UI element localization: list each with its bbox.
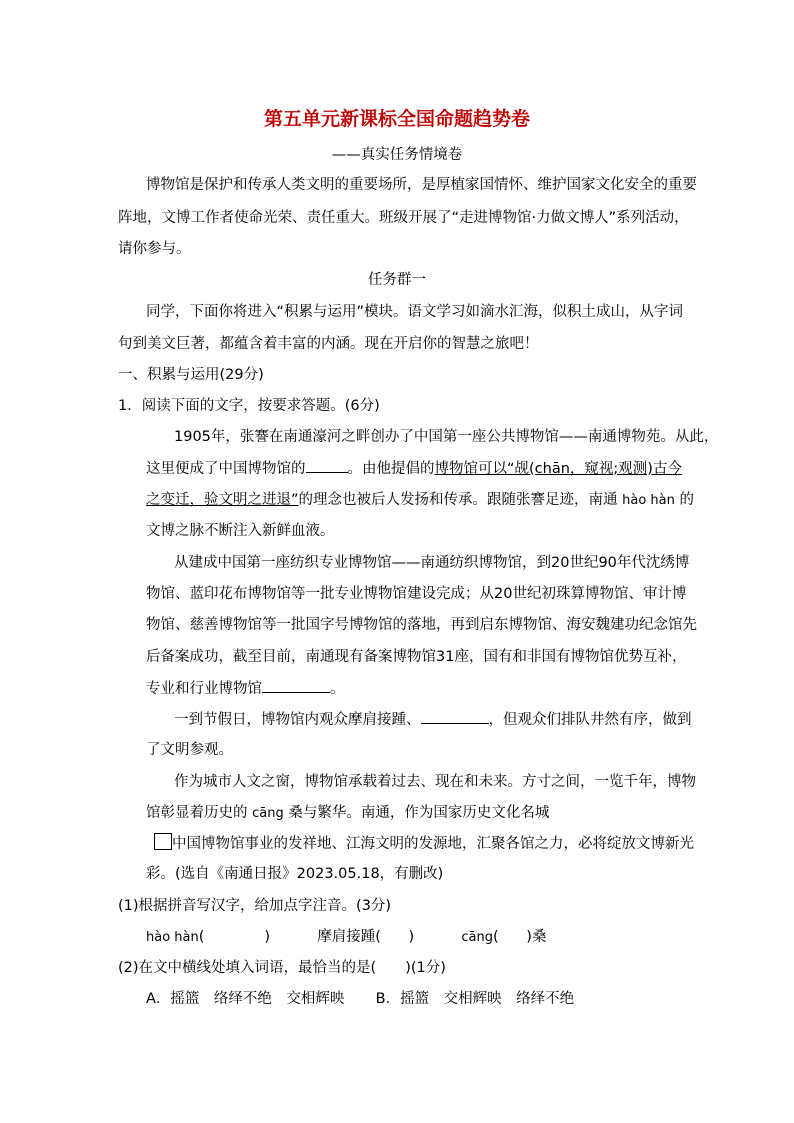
- option-b[interactable]: B．摇篮 交相辉映 络绎不绝: [375, 991, 575, 1007]
- document-title: 第五单元新课标全国命题趋势卷: [263, 108, 530, 130]
- passage-line: [146, 678, 345, 699]
- underlined-text: 博物馆可以“觇(chān，窥视;观测)古今: [434, 461, 682, 477]
- answer-paren[interactable]: ( ): [198, 929, 270, 945]
- passage-line: 后备案成功，截至目前，南通现有备案博物馆31座，国有和非国有博物馆优势互补，: [146, 649, 687, 665]
- pinyin: cāng: [461, 930, 493, 945]
- subtitle: ——真实任务情境卷: [331, 147, 463, 163]
- passage-text: 的: [679, 492, 694, 508]
- passage-text: 的理念也被后人发扬和传承。跟随张謇足迹，南通: [298, 492, 618, 508]
- intro-line-1: 博物馆是保护和传承人类文明的重要场所，是厚植家国情怀、维护国家文化安全的重要: [146, 177, 697, 193]
- intro-line-2: 阵地，文博工作者使命光荣、责任重大。班级开展了“走进博物馆·力做文博人”系列活动，: [118, 210, 689, 226]
- answer-blank[interactable]: [421, 709, 489, 724]
- task-group-heading: 任务群一: [368, 272, 426, 288]
- passage-text: 一到节假日，博物馆内观众摩肩接踵、: [174, 712, 421, 728]
- option-a[interactable]: A．摇篮 络绎不绝 交相辉映: [146, 991, 345, 1007]
- task-intro-line-1: 同学，下面你将进入“积累与运用”模块。语文学习如滴水汇海，似积土成山，从字词: [146, 304, 684, 320]
- passage-text: 桑与繁华。南通，作为国家历史文化名城: [288, 805, 550, 821]
- pinyin: hào hàn: [622, 493, 675, 508]
- passage-line: [146, 490, 694, 511]
- passage-line: 1905年，张謇在南通濠河之畔创办了中国第一座公共博物馆——南通博物苑。从此，: [174, 429, 719, 445]
- passage-text: 。由他提倡的: [347, 461, 435, 477]
- task-intro-line-2: 句到美文巨著，都蕴含着丰富的内涵。现在开启你的智慧之旅吧！: [118, 336, 539, 352]
- answer-paren[interactable]: ( ): [375, 929, 415, 945]
- passage-text: ，但观众们排队井然有序，做到: [488, 712, 692, 728]
- options-row: [146, 989, 574, 1009]
- fill-items: [146, 927, 546, 948]
- passage-line: 文博之脉不断注入新鲜血液。: [146, 523, 335, 539]
- answer-blank[interactable]: [306, 458, 348, 473]
- passage-text: 中国博物馆事业的发祥地、江海文明的发源地，汇聚各馆之力，必将绽放文博新光: [172, 836, 694, 852]
- sub-question-1: (1)根据拼音写汉字，给加点字注音。(3分): [118, 898, 392, 914]
- question-1: 1．阅读下面的文字，按要求答题。(6分): [118, 398, 380, 414]
- passage-line: 从建成中国第一座纺织专业博物馆——南通纺织博物馆，到20世纪90年代沈绣博: [174, 555, 690, 571]
- section-heading: 一、积累与运用(29分): [118, 367, 264, 383]
- answer-blank[interactable]: [262, 678, 330, 693]
- passage-line: 了文明参观。: [146, 742, 233, 758]
- passage-text: 馆彰显着历史的: [146, 805, 248, 821]
- passage-line: 物馆、蓝印花布博物馆等一批专业博物馆建设完成；从20世纪初珠算博物馆、审计博: [146, 586, 687, 602]
- passage-line: 彩。(选自《南通日报》2023.05.18，有删改): [146, 866, 444, 882]
- sub-question-2: (2)在文中横线处填入词语，最恰当的是( )(1分): [118, 960, 446, 976]
- passage-line: [174, 709, 692, 730]
- passage-line: [146, 803, 549, 824]
- word-text: 桑: [531, 929, 547, 945]
- word-text: 摩肩接踵: [317, 929, 376, 945]
- passage-text: 这里便成了中国博物馆的: [146, 461, 306, 477]
- passage-line: [154, 833, 694, 854]
- pinyin: cāng: [252, 806, 284, 821]
- passage-text: 专业和行业博物馆: [146, 681, 262, 697]
- pinyin: hào hàn: [146, 930, 199, 945]
- passage-text: 。: [330, 681, 345, 697]
- underlined-text: 之变迁，验文明之进退”: [146, 492, 299, 508]
- passage-line: 物馆、慈善博物馆等一批国字号博物馆的落地，再到启东博物馆、海安魏建功纪念馆先: [146, 617, 697, 633]
- passage-line: 作为城市人文之窗，博物馆承载着过去、现在和未来。方寸之间，一览千年，博物: [174, 774, 696, 790]
- answer-paren[interactable]: ( ): [493, 929, 532, 945]
- intro-line-3: 请你参与。: [118, 241, 191, 257]
- answer-box[interactable]: [154, 833, 172, 850]
- passage-line: [146, 458, 682, 479]
